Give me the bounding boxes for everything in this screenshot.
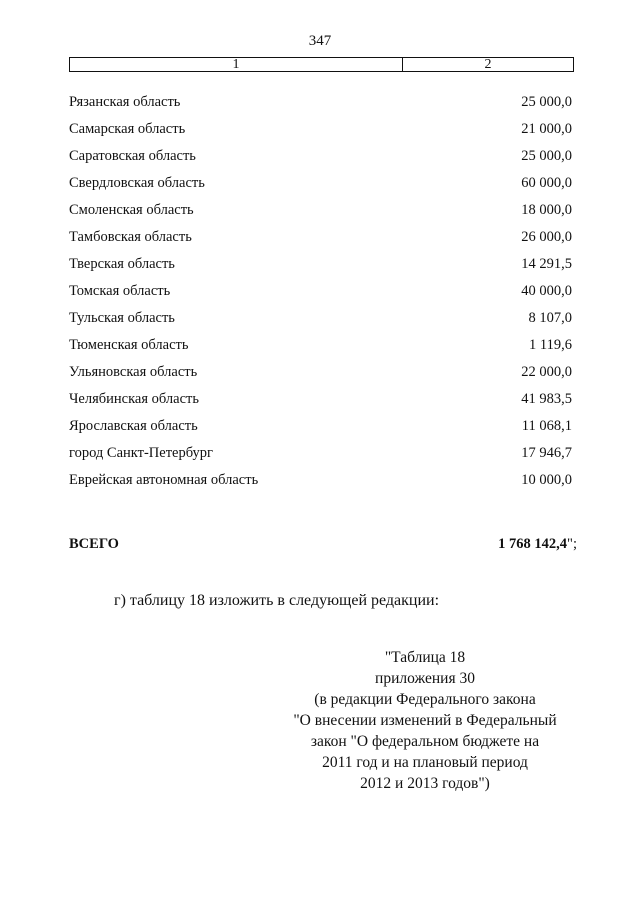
region-name: Саратовская область — [69, 148, 196, 164]
region-value: 1 119,6 — [529, 337, 572, 353]
region-value: 60 000,0 — [521, 175, 572, 191]
table-row — [69, 173, 572, 200]
column-header-1: 1 — [70, 58, 403, 71]
caption-line: закон "О федеральном бюджете на — [310, 733, 540, 750]
region-value: 17 946,7 — [521, 445, 572, 461]
total-row — [69, 536, 577, 553]
region-value: 25 000,0 — [521, 148, 572, 164]
region-value: 25 000,0 — [521, 94, 572, 110]
region-value: 22 000,0 — [521, 364, 572, 380]
region-value: 11 068,1 — [521, 418, 572, 434]
table-row — [69, 362, 572, 389]
region-list — [69, 92, 572, 497]
region-value: 41 983,5 — [521, 391, 572, 407]
region-value: 26 000,0 — [521, 229, 572, 245]
table-row — [69, 443, 572, 470]
total-suffix: "; — [567, 536, 577, 552]
region-value: 21 000,0 — [521, 121, 572, 137]
table-row — [69, 254, 572, 281]
amendment-paragraph: г) таблицу 18 изложить в следующей редакции: — [114, 592, 440, 609]
column-header-table — [69, 57, 574, 72]
region-value: 8 107,0 — [528, 310, 572, 326]
table-row — [69, 389, 572, 416]
region-name: Свердловская область — [69, 175, 205, 191]
region-value: 18 000,0 — [521, 202, 572, 218]
region-name: Ульяновская область — [69, 364, 198, 380]
region-name: Самарская область — [69, 121, 186, 137]
table-row — [69, 227, 572, 254]
caption-line: "Таблица 18 — [384, 649, 466, 666]
table-row — [69, 119, 572, 146]
region-name: Тверская область — [69, 256, 175, 272]
region-value: 40 000,0 — [521, 283, 572, 299]
region-name: Еврейская автономная область — [69, 472, 259, 488]
table-row — [69, 200, 572, 227]
region-value: 14 291,5 — [521, 256, 572, 272]
region-name: Рязанская область — [69, 94, 181, 110]
total-label: ВСЕГО — [69, 536, 119, 552]
region-name: город Санкт-Петербург — [69, 445, 214, 461]
region-name: Челябинская область — [69, 391, 199, 407]
caption-line: (в редакции Федерального закона — [314, 691, 536, 708]
column-header-2: 2 — [484, 57, 492, 72]
table-row — [69, 308, 572, 335]
region-name: Тамбовская область — [69, 229, 192, 245]
region-name: Ярославская область — [69, 418, 198, 434]
table-row — [69, 281, 572, 308]
table-row — [69, 470, 572, 497]
total-value: 1 768 142,4 — [498, 536, 568, 552]
caption-line: приложения 30 — [375, 670, 475, 687]
page-number: 347 — [308, 33, 332, 49]
table-row — [69, 146, 572, 173]
table-row — [69, 92, 572, 119]
table-row — [69, 335, 572, 362]
region-name: Смоленская область — [69, 202, 194, 218]
table-caption — [270, 647, 580, 794]
caption-line: 2011 год и на плановый период — [322, 754, 528, 771]
caption-line: "О внесении изменений в Федеральный — [293, 712, 557, 729]
caption-line: 2012 и 2013 годов") — [360, 775, 490, 792]
table-row — [69, 416, 572, 443]
region-name: Томская область — [69, 283, 171, 299]
region-name: Тульская область — [69, 310, 175, 326]
region-value: 10 000,0 — [521, 472, 572, 488]
region-name: Тюменская область — [69, 337, 189, 353]
